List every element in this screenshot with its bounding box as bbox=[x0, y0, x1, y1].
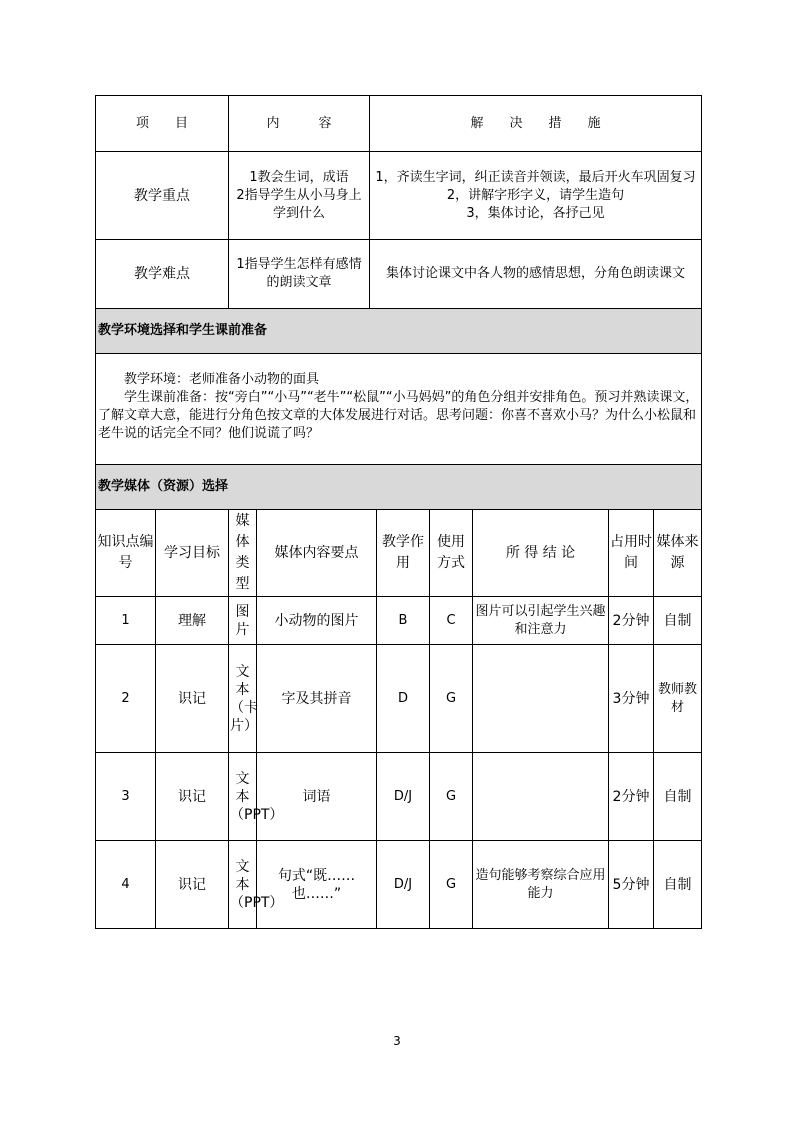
cell bbox=[473, 645, 609, 753]
cell: 词语 bbox=[257, 753, 377, 841]
table-row bbox=[96, 841, 702, 929]
row-label: 教学重点 bbox=[96, 152, 229, 240]
cell: 字及其拼音 bbox=[257, 645, 377, 753]
table-row bbox=[96, 645, 702, 753]
content-line: 1教会生词，成语 bbox=[249, 169, 349, 185]
cell: 识记 bbox=[156, 753, 229, 841]
cell: D bbox=[377, 645, 430, 753]
page-number: 3 bbox=[393, 1034, 401, 1048]
header-content: 内 容 bbox=[229, 96, 370, 152]
prep-text: 学生课前准备：按“旁白”“小马”“老牛”“松鼠”“小马妈妈”的角色分组并安排角色。预习并熟读课文，了解文章大意，能进行分角色按文章的大体发展进行对话。思考问题：你喜不喜欢小马？为什么小松鼠和老牛说的话完全不同？他们说谎了吗？ bbox=[98, 390, 699, 441]
cell: 造句能够考察综合应用能力 bbox=[473, 841, 609, 929]
cell: 5分钟 bbox=[609, 841, 654, 929]
section-title: 教学环境选择和学生课前准备 bbox=[96, 309, 702, 354]
media-table-header bbox=[96, 510, 702, 597]
plan-table bbox=[95, 95, 702, 510]
table-row-difficulties bbox=[96, 240, 702, 309]
row-content: 1指导学生怎样有感情的朗读文章 bbox=[229, 240, 370, 309]
env-section-title-row bbox=[96, 309, 702, 354]
col-header: 使用方式 bbox=[430, 510, 473, 597]
cell: 自制 bbox=[654, 841, 702, 929]
cell: D/J bbox=[377, 841, 430, 929]
row-measures: 集体讨论课文中各人物的感情思想，分角色朗读课文 bbox=[370, 240, 702, 309]
section-title: 教学媒体（资源）选择 bbox=[96, 465, 702, 510]
cell: G bbox=[430, 753, 473, 841]
header-measures: 解 决 措 施 bbox=[370, 96, 702, 152]
cell: 识记 bbox=[156, 645, 229, 753]
col-header: 媒体内容要点 bbox=[257, 510, 377, 597]
measure-line: 1，齐读生字词，纠正读音并领读，最后开火车巩固复习 bbox=[375, 169, 696, 185]
cell: 3分钟 bbox=[609, 645, 654, 753]
col-header: 占用时间 bbox=[609, 510, 654, 597]
content-line: 2指导学生从小马身上学到什么 bbox=[236, 187, 362, 221]
media-section-title-row bbox=[96, 465, 702, 510]
col-header: 学习目标 bbox=[156, 510, 229, 597]
table-row bbox=[96, 597, 702, 645]
col-header: 媒体来源 bbox=[654, 510, 702, 597]
document-page bbox=[95, 95, 701, 929]
env-text: 教学环境：老师准备小动物的面具 bbox=[124, 372, 320, 387]
col-header: 媒体类型 bbox=[229, 510, 257, 597]
cell: G bbox=[430, 645, 473, 753]
row-label: 教学难点 bbox=[96, 240, 229, 309]
cell: 识记 bbox=[156, 841, 229, 929]
col-header: 知识点编 号 bbox=[96, 510, 156, 597]
cell bbox=[473, 753, 609, 841]
media-table bbox=[95, 509, 702, 929]
measure-line: 2，讲解字形字义，请学生造句 bbox=[446, 187, 625, 203]
table-row bbox=[96, 753, 702, 841]
cell: B bbox=[377, 597, 430, 645]
cell: 文本（PPT） bbox=[229, 841, 257, 929]
cell: 自制 bbox=[654, 597, 702, 645]
cell: C bbox=[430, 597, 473, 645]
env-prep-text bbox=[96, 354, 702, 465]
row-content bbox=[229, 152, 370, 240]
cell: 图片 bbox=[229, 597, 257, 645]
cell: 句式“既……也……” bbox=[257, 841, 377, 929]
cell: 2分钟 bbox=[609, 597, 654, 645]
table-row-key-points bbox=[96, 152, 702, 240]
cell: 理解 bbox=[156, 597, 229, 645]
cell: 文本（PPT） bbox=[229, 753, 257, 841]
row-measures bbox=[370, 152, 702, 240]
cell: D/J bbox=[377, 753, 430, 841]
cell: 4 bbox=[96, 841, 156, 929]
col-header: 所 得 结 论 bbox=[473, 510, 609, 597]
cell: 小动物的图片 bbox=[257, 597, 377, 645]
cell: 2分钟 bbox=[609, 753, 654, 841]
cell: 教师教材 bbox=[654, 645, 702, 753]
header-item: 项 目 bbox=[96, 96, 229, 152]
measure-line: 3，集体讨论，各抒己见 bbox=[466, 205, 605, 221]
cell: 自制 bbox=[654, 753, 702, 841]
col-header: 教学作用 bbox=[377, 510, 430, 597]
env-section-body-row bbox=[96, 354, 702, 465]
cell: 3 bbox=[96, 753, 156, 841]
plan-table-header bbox=[96, 96, 702, 152]
cell: 文本（卡片） bbox=[229, 645, 257, 753]
cell: G bbox=[430, 841, 473, 929]
cell: 图片可以引起学生兴趣和注意力 bbox=[473, 597, 609, 645]
cell: 1 bbox=[96, 597, 156, 645]
cell: 2 bbox=[96, 645, 156, 753]
